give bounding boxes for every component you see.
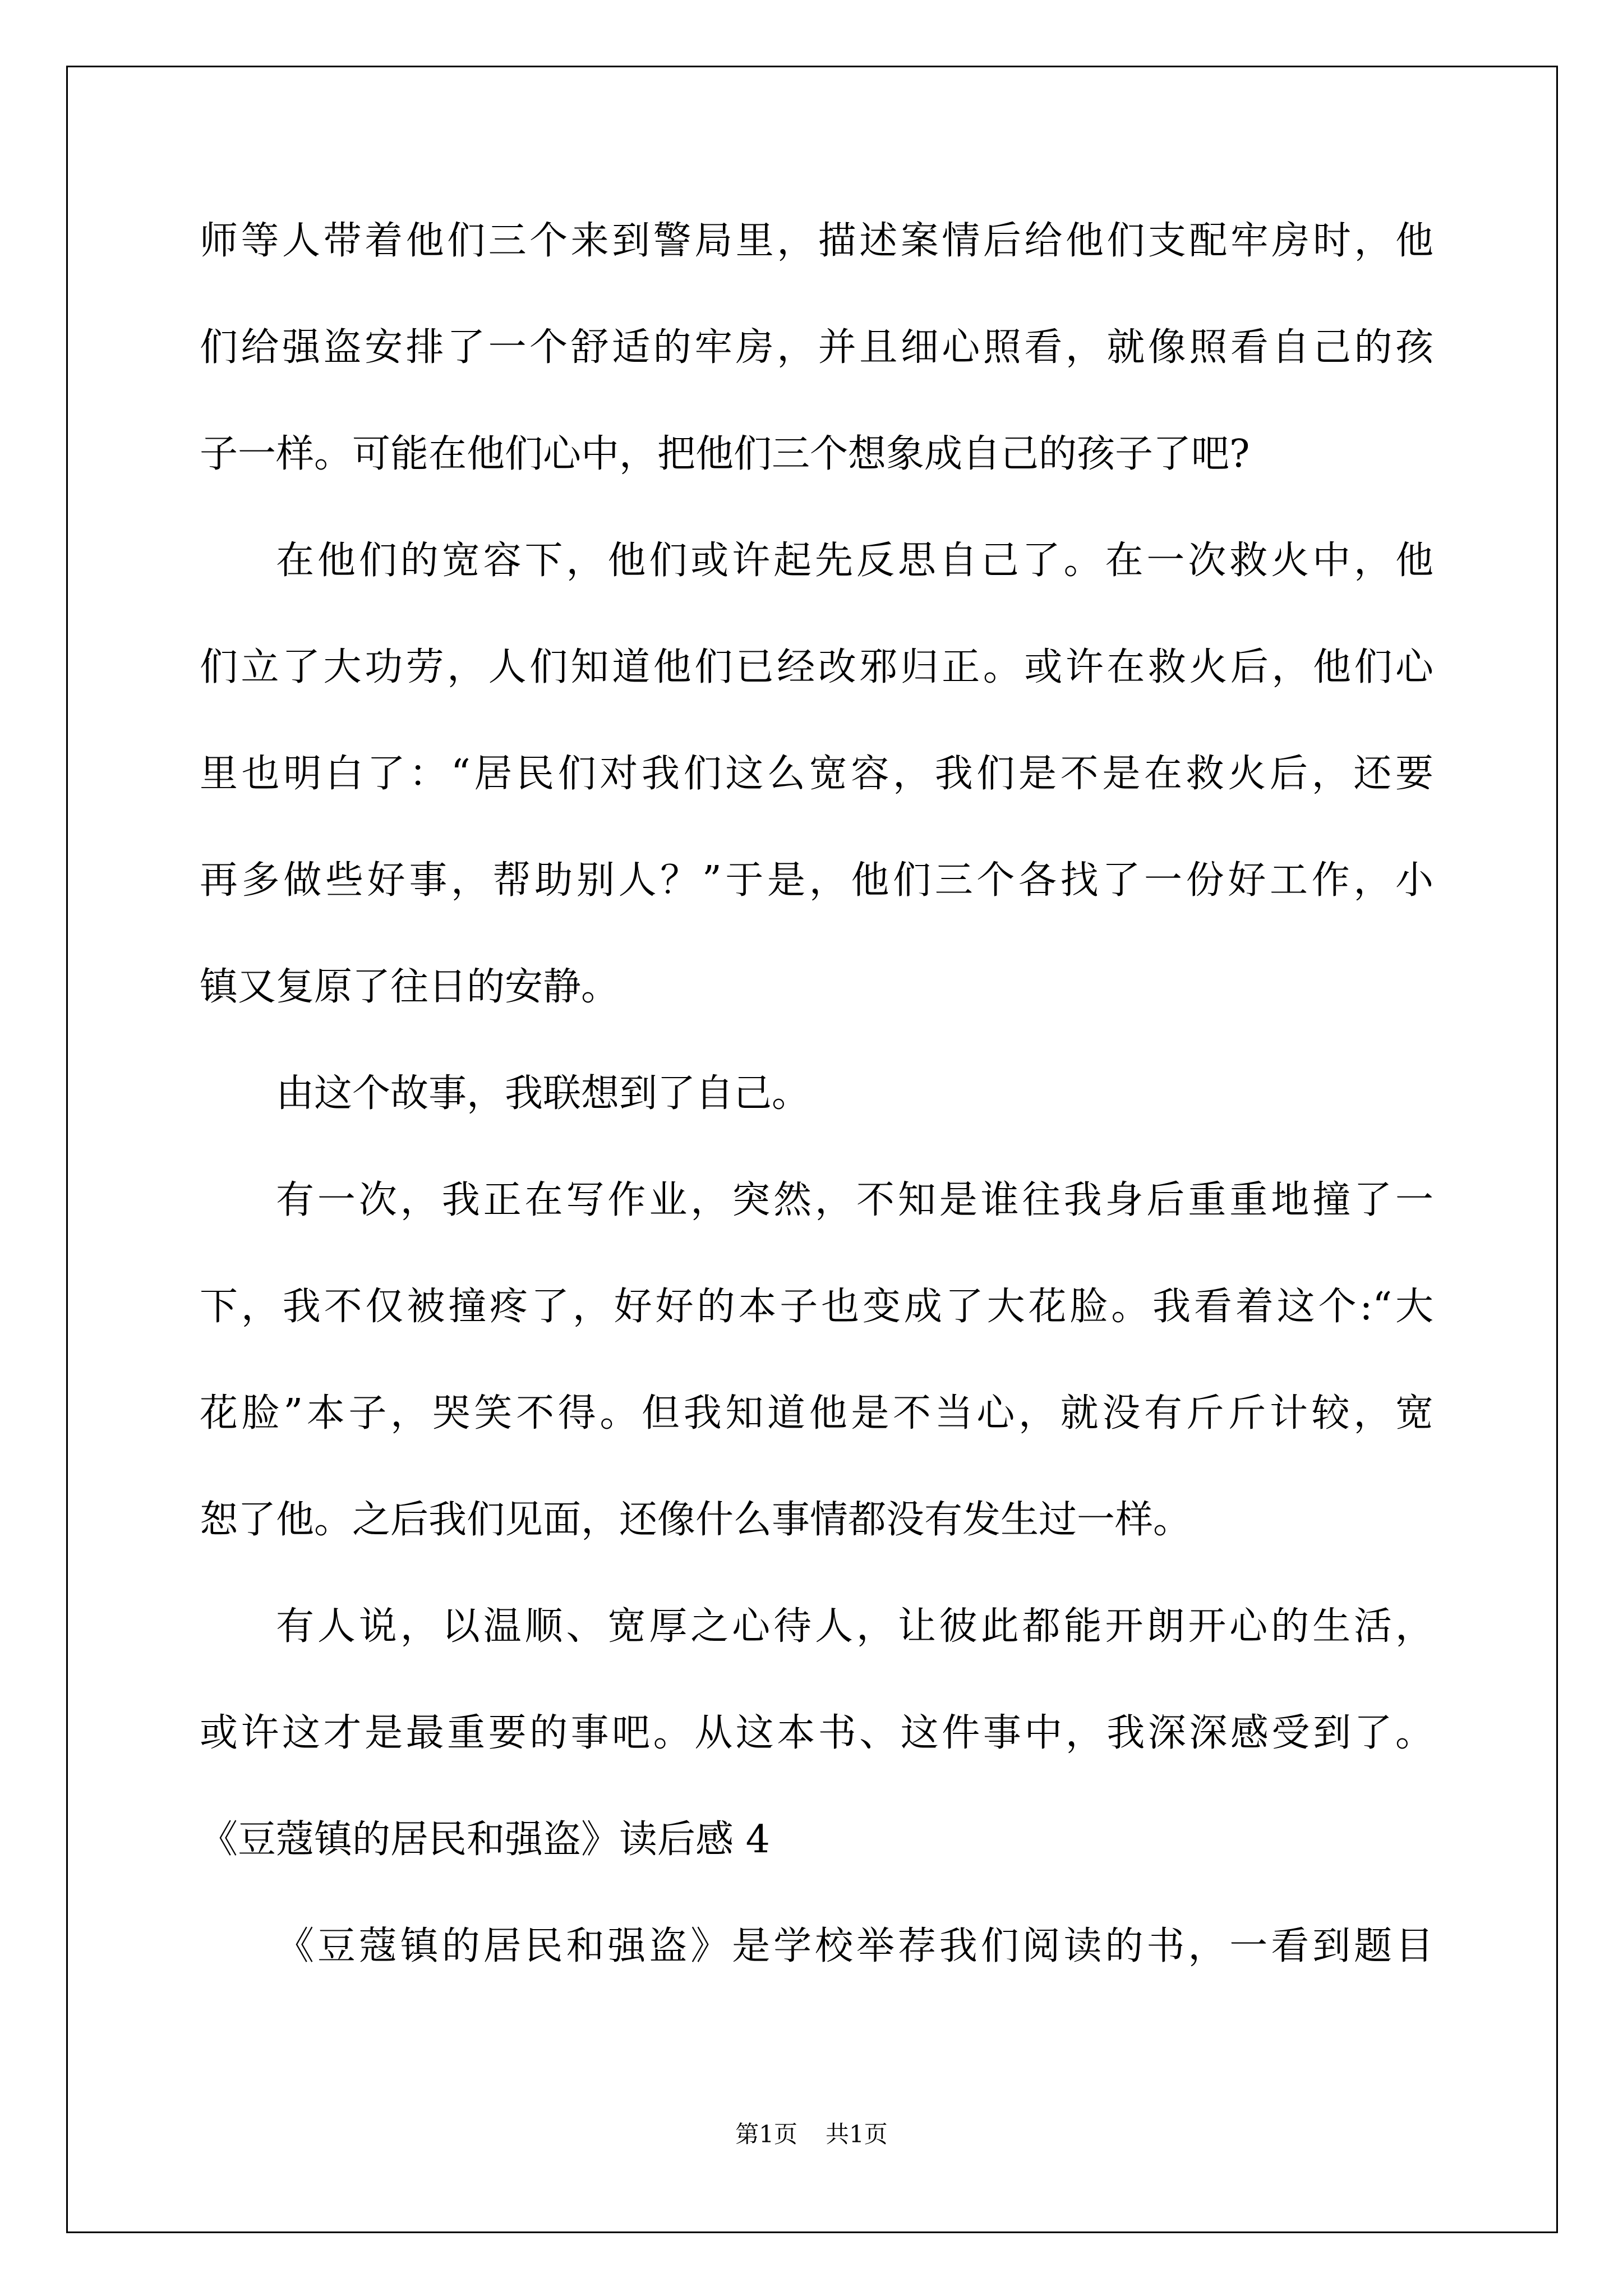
text-line: 或许这才是最重要的事吧。从这本书、这件事中，我深深感受到了。 xyxy=(200,1711,1433,1755)
page-footer xyxy=(0,2118,1623,2151)
text-line: 们给强盗安排了一个舒适的牢房，并且细心照看，就像照看自己的孩 xyxy=(200,325,1433,370)
text-line: 师等人带着他们三个来到警局里，描述案情后给他们支配牢房时，他 xyxy=(200,219,1433,263)
text-line: 有人说，以温顺、宽厚之心待人，让彼此都能开朗开心的生活， xyxy=(276,1604,1433,1649)
text-line: 再多做些好事，帮助别人？”于是，他们三个各找了一份好工作，小 xyxy=(200,858,1433,903)
text-line: 花脸”本子，哭笑不得。但我知道他是不当心，就没有斤斤计较，宽 xyxy=(200,1391,1433,1435)
text-line: 有一次，我正在写作业，突然，不知是谁往我身后重重地撞了一 xyxy=(276,1178,1433,1222)
text-line: 们立了大功劳，人们知道他们已经改邪归正。或许在救火后，他们心 xyxy=(200,645,1433,689)
text-line: 在他们的宽容下，他们或许起先反思自己了。在一次救火中，他 xyxy=(276,539,1433,583)
page-number: 第1页 xyxy=(735,2120,797,2148)
page-total: 共1页 xyxy=(826,2120,888,2148)
section-title: 《豆蔻镇的居民和强盗》读后感 4 xyxy=(200,1818,770,1862)
text-line: 子一样。可能在他们心中，把他们三个想象成自己的孩子了吧? xyxy=(200,432,1250,476)
text-line: 下，我不仅被撞疼了，好好的本子也变成了大花脸。我看着这个:“大 xyxy=(200,1285,1433,1329)
text-line: 里也明白了：“居民们对我们这么宽容，我们是不是在救火后，还要 xyxy=(200,752,1433,796)
text-line: 恕了他。之后我们见面，还像什么事情都没有发生过一样。 xyxy=(200,1498,1192,1542)
document-body xyxy=(200,213,1433,2025)
text-line: 镇又复原了往日的安静。 xyxy=(200,965,620,1009)
text-line: 由这个故事，我联想到了自己。 xyxy=(276,1071,810,1116)
text-line: 《豆蔻镇的居民和强盗》是学校举荐我们阅读的书，一看到题目 xyxy=(276,1924,1433,1968)
